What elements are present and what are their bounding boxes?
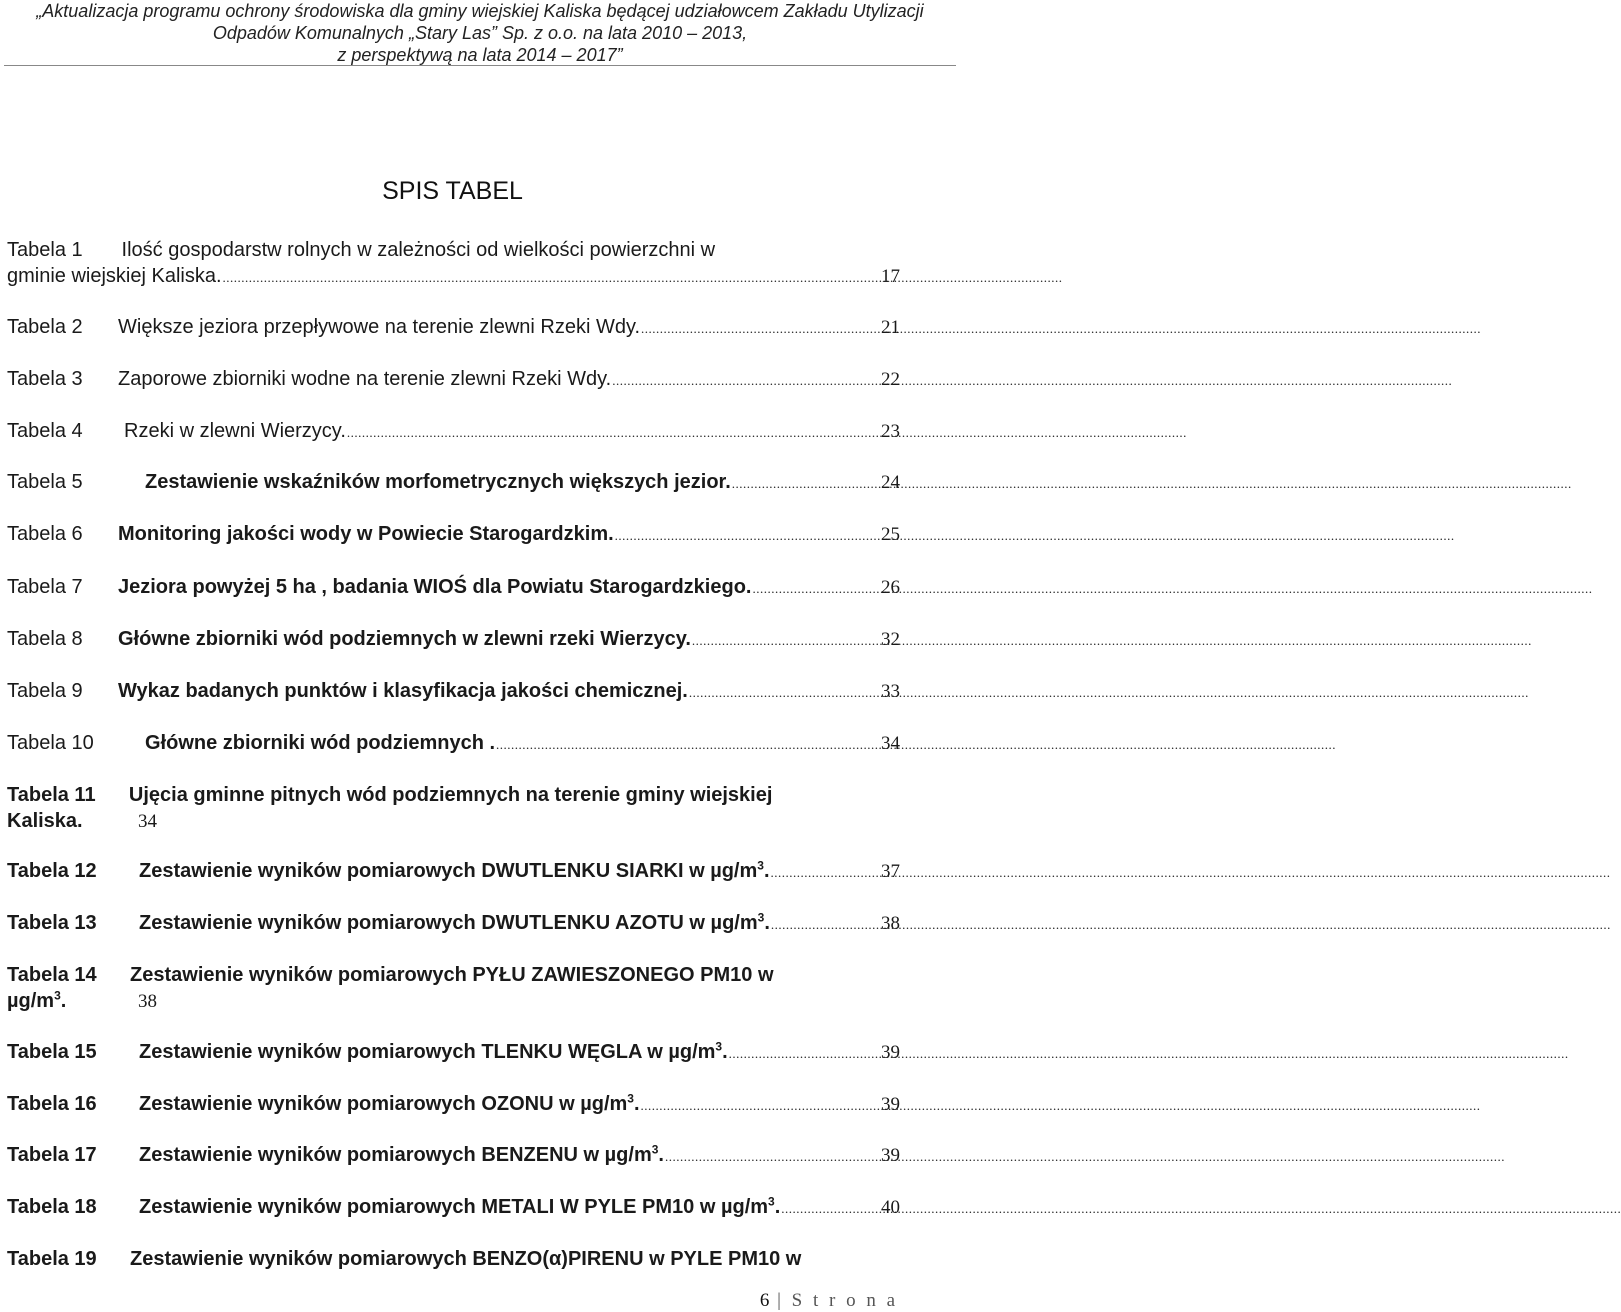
toc-entry-3[interactable] — [7, 366, 900, 394]
dot-leader — [729, 1041, 880, 1067]
toc-entry-line — [7, 1246, 900, 1272]
toc-entry-13[interactable] — [7, 910, 900, 938]
header-line-2: Odpadów Komunalnych „Stary Las” Sp. z o.o. na lata 2010 – 2013, — [212, 23, 748, 43]
toc-entry-page: 25 — [881, 524, 900, 545]
toc-entry-line — [7, 263, 900, 291]
toc-entry-page: 17 — [881, 266, 900, 287]
toc-entry-9[interactable] — [7, 678, 900, 706]
toc-entry-title: Zestawienie wyników pomiarowych OZONU w $\mu g/m^3$. — [139, 1091, 640, 1115]
toc-entry-title: Zestawienie wyników pomiarowych BENZO(α)PIRENU w PYLE PM10 w — [130, 1248, 802, 1270]
toc-entry-label: Tabela 13 — [7, 912, 97, 934]
dot-leader — [641, 1093, 880, 1119]
toc-entry-label: Tabela 8 — [7, 628, 83, 650]
header-divider — [4, 65, 956, 66]
toc-entry-page: 39 — [881, 1145, 900, 1166]
toc-entry-label: Tabela 2 — [7, 316, 83, 338]
toc-entry-title: Ujęcia gminne pitnych wód podziemnych na terenie gminy wiejskiej — [128, 784, 773, 806]
toc-entry-label: Tabela 17 — [7, 1144, 97, 1166]
page-footer — [760, 1290, 898, 1312]
toc-entry-line — [7, 521, 900, 549]
footer-label: S t r o n a — [791, 1290, 898, 1311]
toc-entry-line — [7, 626, 900, 654]
toc-entry-7[interactable] — [7, 574, 900, 602]
toc-entry-title: Zestawienie wyników pomiarowych PYŁU ZAWIESZONEGO PM10 w — [130, 964, 774, 986]
superscript-3: 3 — [715, 1039, 723, 1054]
toc-entry-title: Zestawienie wyników pomiarowych BENZENU w $\mu g/m^3$. — [139, 1142, 664, 1166]
dot-leader — [689, 680, 880, 706]
superscript-3: 3 — [627, 1091, 634, 1106]
toc-entry-11[interactable] — [7, 782, 900, 835]
toc-entry-line — [7, 574, 900, 602]
toc-entry-8[interactable] — [7, 626, 900, 654]
dot-leader — [692, 628, 880, 654]
toc-entry-2[interactable] — [7, 314, 900, 342]
dot-leader — [496, 732, 880, 758]
superscript-3: 3 — [651, 1142, 659, 1157]
toc-entry-label: Tabela 4 — [7, 420, 83, 442]
toc-entry-14[interactable] — [7, 962, 900, 1015]
header-line-3: z perspektywą na lata 2014 – 2017” — [337, 45, 623, 65]
toc-entry-line — [7, 730, 900, 758]
toc-entry-title: Jeziora powyżej 5 ha , badania WIOŚ dla Powiatu Starogardzkiego. — [118, 576, 752, 598]
dot-leader — [781, 1196, 880, 1222]
toc-entry-page: 40 — [881, 1197, 900, 1218]
toc-entry-line — [7, 988, 900, 1015]
toc-entry-page: 33 — [881, 681, 900, 702]
toc-entry-label: Tabela 18 — [7, 1196, 97, 1218]
dot-leader — [771, 860, 880, 886]
toc-entry-page: 34 — [138, 811, 157, 832]
toc-entry-title: Ilość gospodarstw rolnych w zależności od wielkości powierzchni w — [121, 239, 716, 261]
toc-entry-page: 26 — [881, 577, 900, 598]
toc-entry-15[interactable] — [7, 1039, 900, 1067]
toc-entry-title: Zaporowe zbiorniki wodne na terenie zlewni Rzeki Wdy. — [118, 368, 612, 390]
toc-entry-line — [7, 1091, 900, 1119]
toc-entry-line — [7, 469, 900, 497]
superscript-3: 3 — [757, 858, 764, 873]
toc-entry-6[interactable] — [7, 521, 900, 549]
dot-leader — [615, 523, 880, 549]
toc-entry-label: Tabela 3 — [7, 368, 83, 390]
toc-entry-label: Tabela 10 — [7, 732, 94, 754]
toc-entry-line — [7, 237, 900, 263]
toc-entry-label: Tabela 15 — [7, 1041, 97, 1063]
dot-leader — [732, 471, 880, 497]
toc-entry-line — [7, 1039, 900, 1067]
toc-entry-line — [7, 782, 900, 808]
dot-leader — [665, 1144, 880, 1170]
toc-entry-title: Monitoring jakości wody w Powiecie Starogardzkim. — [118, 523, 614, 545]
toc-entry-page: 34 — [881, 733, 900, 754]
toc-entry-line — [7, 962, 900, 988]
toc-entry-page: 38 — [881, 913, 900, 934]
page-title: SPIS TABEL — [382, 177, 523, 205]
toc-entry-page: 39 — [881, 1094, 900, 1115]
toc-entry-1[interactable] — [7, 237, 900, 291]
toc-entry-line — [7, 418, 900, 446]
toc-entry-line — [7, 858, 900, 886]
toc-entry-title: Zestawienie wyników pomiarowych TLENKU WĘGLA w $\mu g/m^3$. — [139, 1039, 728, 1063]
toc-entry-page: 23 — [881, 421, 900, 442]
toc-entry-16[interactable] — [7, 1091, 900, 1119]
toc-entry-line — [7, 808, 900, 835]
superscript-3: 3 — [768, 1194, 775, 1209]
toc-entry-title-continued: $\mu g/m^3$. — [7, 988, 67, 1012]
toc-entry-page: 22 — [881, 369, 900, 390]
toc-entry-title: Główne zbiorniki wód podziemnych w zlewni rzeki Wierzycy. — [118, 628, 691, 650]
toc-entry-label: Tabela 11 — [7, 784, 96, 806]
toc-entry-18[interactable] — [7, 1194, 900, 1222]
toc-entry-title: Zestawienie wskaźników morfometrycznych większych jezior. — [145, 471, 731, 493]
toc-entry-5[interactable] — [7, 469, 900, 497]
toc-entry-label: Tabela 6 — [7, 523, 83, 545]
superscript-3: 3 — [54, 988, 61, 1003]
page-number: 6 — [759, 1290, 770, 1311]
toc-entry-line — [7, 678, 900, 706]
toc-entry-title-continued: Kaliska. — [7, 810, 83, 832]
toc-entry-page: 32 — [881, 629, 900, 650]
toc-entry-10[interactable] — [7, 730, 900, 758]
toc-entry-label: Tabela 7 — [7, 576, 83, 598]
toc-entry-17[interactable] — [7, 1142, 900, 1170]
dot-leader — [612, 368, 880, 394]
dot-leader — [223, 265, 880, 291]
toc-entry-title: Zestawienie wyników pomiarowych DWUTLENKU SIARKI w $\mu g/m^3$. — [139, 858, 770, 882]
toc-entry-title: Zestawienie wyników pomiarowych METALI W PYLE PM10 w $\mu g/m^3$. — [139, 1194, 781, 1218]
toc-entry-page: 21 — [881, 317, 900, 338]
toc-entry-12[interactable] — [7, 858, 900, 886]
toc-entry-label: Tabela 12 — [7, 860, 97, 882]
superscript-3: 3 — [757, 910, 765, 925]
toc-entry-4[interactable] — [7, 418, 900, 446]
toc-entry-label: Tabela 16 — [7, 1093, 97, 1115]
toc-entry-title: Rzeki w zlewni Wierzycy. — [124, 420, 346, 442]
toc-entry-page: 37 — [881, 861, 900, 882]
toc-entry-line — [7, 366, 900, 394]
document-header — [0, 0, 960, 66]
dot-leader — [752, 576, 880, 602]
toc-entry-19[interactable] — [7, 1246, 900, 1272]
toc-entry-label: Tabela 5 — [7, 471, 83, 493]
toc-entry-label: Tabela 9 — [7, 680, 83, 702]
toc-entry-title: Większe jeziora przepływowe na terenie zlewni Rzeki Wdy. — [118, 316, 641, 338]
toc-entry-page: 38 — [138, 991, 157, 1012]
toc-entry-label: Tabela 19 — [7, 1248, 97, 1270]
toc-entry-title: Wykaz badanych punktów i klasyfikacja jakości chemicznej. — [118, 680, 688, 702]
footer-separator: | — [777, 1290, 784, 1311]
toc-entry-label: Tabela 1 — [7, 239, 83, 261]
toc-entry-title: Zestawienie wyników pomiarowych DWUTLENKU AZOTU w $\mu g/m^3$. — [139, 910, 770, 934]
toc-entry-line — [7, 1142, 900, 1170]
toc-entry-line — [7, 1194, 900, 1222]
dot-leader — [641, 316, 880, 342]
toc-entry-line — [7, 314, 900, 342]
toc-entry-title: Główne zbiorniki wód podziemnych . — [145, 732, 496, 754]
toc-entry-label: Tabela 14 — [7, 964, 97, 986]
toc-entry-line — [7, 910, 900, 938]
toc-entry-page: 39 — [881, 1042, 900, 1063]
header-line-1: „Aktualizacja programu ochrony środowiska dla gminy wiejskiej Kaliska będącej udziałowcem Zakładu Utylizacji — [36, 1, 924, 21]
toc-entry-title-continued: gminie wiejskiej Kaliska. — [7, 265, 222, 287]
dot-leader — [771, 912, 880, 938]
toc-entry-page: 24 — [881, 472, 900, 493]
dot-leader — [347, 420, 880, 446]
